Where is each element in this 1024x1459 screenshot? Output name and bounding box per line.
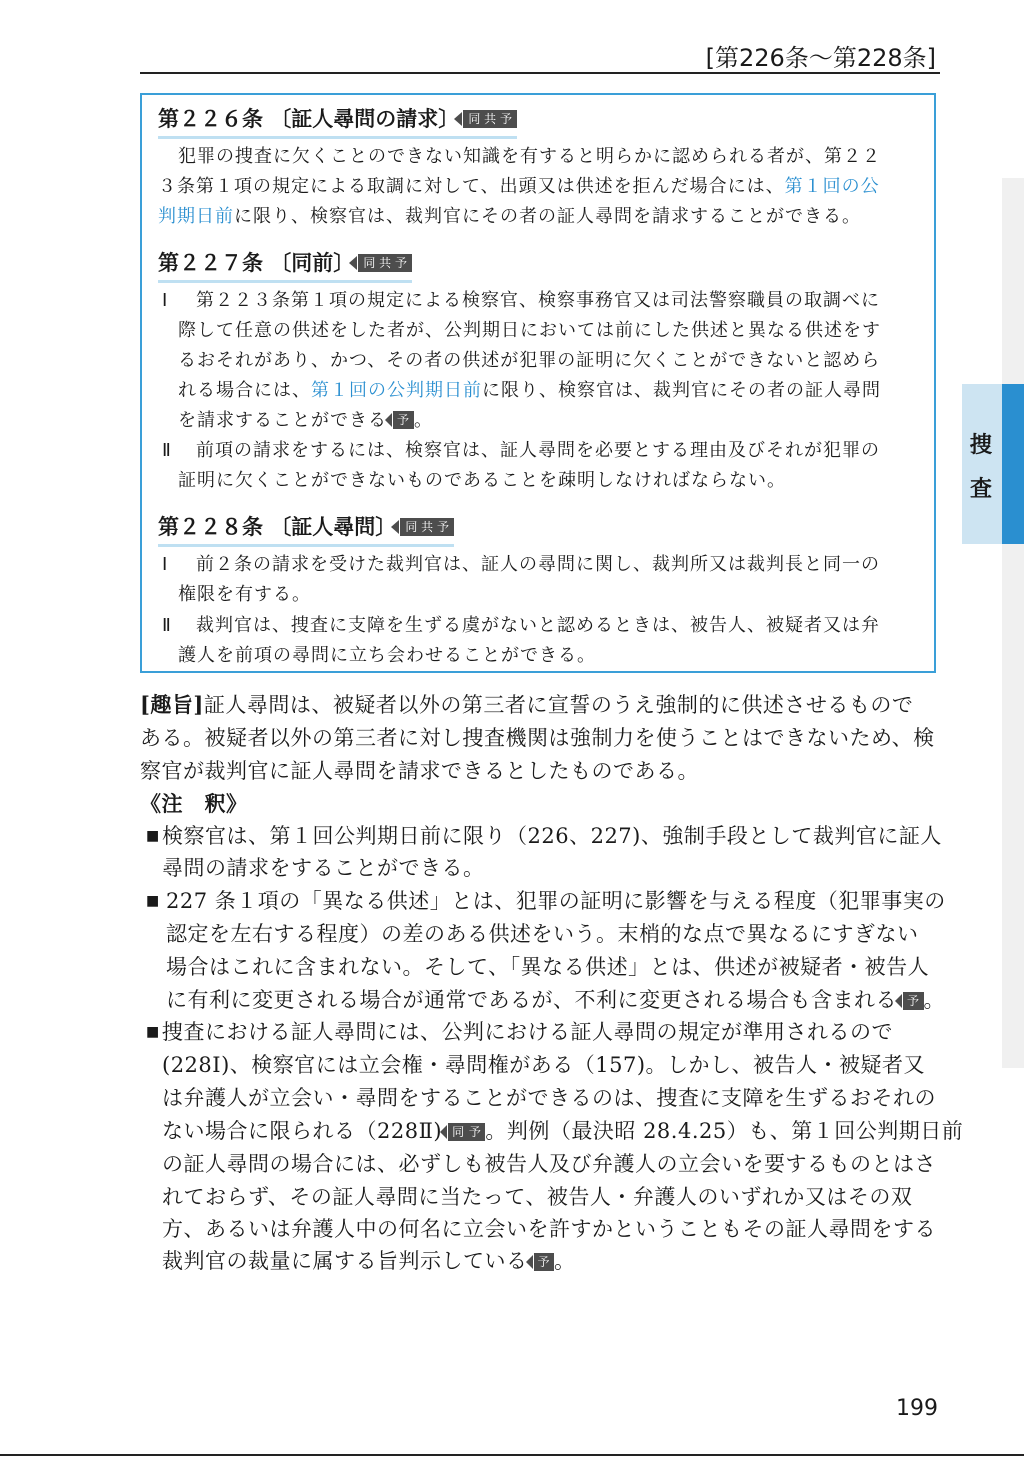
note-3-line-7: 方、あるいは弁護人中の何名に立会いを許すかということもその証人尋問をする — [162, 1217, 936, 1241]
article-227-1-line-3: るおそれがあり、かつ、その者の供述が犯罪の証明に欠くことができないと認めら — [178, 350, 881, 371]
paragraph-number: Ⅰ — [162, 554, 168, 575]
article-226-title: 第２２６条 〔証人尋問の請求〕 — [158, 107, 460, 131]
article-228-1-line-1: 前２条の請求を受けた裁判官は、証人の尋問に関し、裁判所又は裁判長と同一の — [196, 554, 880, 575]
article-227-2-line-1: 前項の請求をするには、検察官は、証人尋問を必要とする理由及びそれが犯罪の — [196, 440, 880, 461]
highlight-text: 第１回の公 — [784, 176, 880, 197]
note-1-line-2: 尋問の請求をすることができる。 — [162, 856, 485, 880]
note-3-line-3: は弁護人が立会い・尋問をすることができるのは、捜査に支障を生ずるおそれの — [162, 1086, 936, 1110]
article-228-2-line-1: 裁判官は、捜査に支障を生ずる虞がないと認めるときは、被告人、被疑者又は弁 — [196, 615, 880, 636]
article-226-line-2: ３条第１項の規定による取調に対して、出頭又は供述を拒んだ場合には、第１回の公 — [158, 176, 880, 197]
notes-title: 《注 釈》 — [140, 791, 248, 816]
applicability-badge: 同 共 予 — [463, 110, 517, 128]
article-227-2-line-2: 証明に欠くことができないものであることを疎明しなければならない。 — [178, 470, 786, 491]
note-3-line-2: (228Ⅰ)、検察官には立会権・尋問権がある（157)。しかし、被告人・被疑者又 — [162, 1053, 926, 1077]
applicability-badge: 予 — [393, 411, 414, 429]
purport-line-2: ある。被疑者以外の第三者に対し捜査機関は強制力を使うことはできないため、検 — [140, 726, 935, 750]
bullet: ■ — [146, 893, 160, 909]
paragraph-number: Ⅱ — [162, 615, 171, 636]
running-header: [第226条〜第228条] — [705, 44, 936, 72]
article-228-title: 第２２８条 〔証人尋問〕 — [158, 515, 397, 539]
applicability-badge: 予 — [534, 1253, 555, 1271]
article-226-line-1: 犯罪の捜査に欠くことのできない知識を有すると明らかに認められる者が、第２２ — [178, 146, 881, 167]
article-227-1-line-1: 第２２３条第１項の規定による検察官、検察事務官又は司法警察職員の取調べに — [196, 290, 880, 311]
purport-label: [趣旨] — [140, 692, 204, 717]
note-3-line-8: 裁判官の裁量に属する旨判示している 予 。 — [162, 1249, 576, 1273]
page-number: 199 — [896, 1396, 938, 1421]
applicability-badge: 同 共 予 — [400, 518, 454, 536]
article-227-1-line-5: を請求することができる 予 。 — [178, 410, 434, 431]
bullet: ■ — [146, 828, 160, 844]
article-227-1-line-2: 際して任意の供述をした者が、公判期日においては前にした供述と異なる供述をす — [178, 320, 881, 341]
note-2-line-4: に有利に変更される場合が通常であるが、不利に変更される場合も含まれる 予 。 — [166, 988, 946, 1012]
note-3-line-6: れておらず、その証人尋問に当たって、被告人・弁護人のいずれか又はその双 — [162, 1185, 913, 1209]
note-2-line-2: 認定を左右する程度）の差のある供述をいう。末梢的な点で異なるにすぎない — [166, 922, 919, 946]
bullet: ■ — [146, 1024, 160, 1040]
side-tab-char-2: 査 — [969, 477, 992, 502]
bottom-rule — [0, 1454, 1024, 1456]
applicability-badge: 同 共 予 — [358, 254, 412, 272]
highlight-text: 判期日前 — [158, 206, 234, 227]
side-tab-char-1: 捜 — [969, 433, 992, 458]
header-rule — [140, 72, 940, 74]
paragraph-number: Ⅰ — [162, 290, 168, 311]
note-2-line-3: 場合はこれに含まれない。そして、「異なる供述」とは、供述が被疑者・被告人 — [166, 955, 930, 979]
note-1-line-1: 検察官は、第１回公判期日前に限り（226、227)、強制手段として裁判官に証人 — [162, 824, 942, 848]
paragraph-number: Ⅱ — [162, 440, 171, 461]
side-tab-track — [1002, 178, 1024, 1068]
highlight-text: 第１回の公判期日前 — [311, 380, 482, 401]
article-227-title: 第２２７条 〔同前〕 — [158, 251, 355, 275]
note-2-line-1: 227 条１項の「異なる供述」とは、犯罪の証明に影響を与える程度（犯罪事実の — [166, 889, 946, 913]
applicability-badge: 予 — [903, 992, 924, 1010]
note-3-line-1: 捜査における証人尋問には、公判における証人尋問の規定が準用されるので — [162, 1020, 893, 1044]
article-227-heading — [158, 248, 412, 283]
note-3-line-4: ない場合に限られる（228Ⅱ) 同 予 。判例（最決昭 28.4.25）も、第１回公判期日前 — [162, 1119, 964, 1143]
article-226-line-3: 判期日前に限り、検察官は、裁判官にその者の証人尋問を請求することができる。 — [158, 206, 861, 227]
side-tab-marker — [1002, 384, 1024, 544]
article-228-heading — [158, 512, 454, 547]
article-226-heading — [158, 104, 517, 139]
purport-line-3: 察官が裁判官に証人尋問を請求できるとしたものである。 — [140, 759, 699, 783]
side-tab-label-bg — [962, 384, 1002, 544]
purport-line-1: [趣旨]証人尋問は、被疑者以外の第三者に宣誓のうえ強制的に供述させるもので — [140, 692, 914, 717]
note-3-line-5: の証人尋問の場合には、必ずしも被告人及び弁護人の立会いを要するものとはさ — [162, 1152, 936, 1176]
article-228-2-line-2: 護人を前項の尋問に立ち会わせることができる。 — [178, 645, 596, 666]
article-227-1-line-4: れる場合には、第１回の公判期日前に限り、検察官は、裁判官にその者の証人尋問 — [178, 380, 881, 401]
applicability-badge: 同 予 — [448, 1123, 485, 1141]
article-228-1-line-2: 権限を有する。 — [178, 584, 311, 605]
